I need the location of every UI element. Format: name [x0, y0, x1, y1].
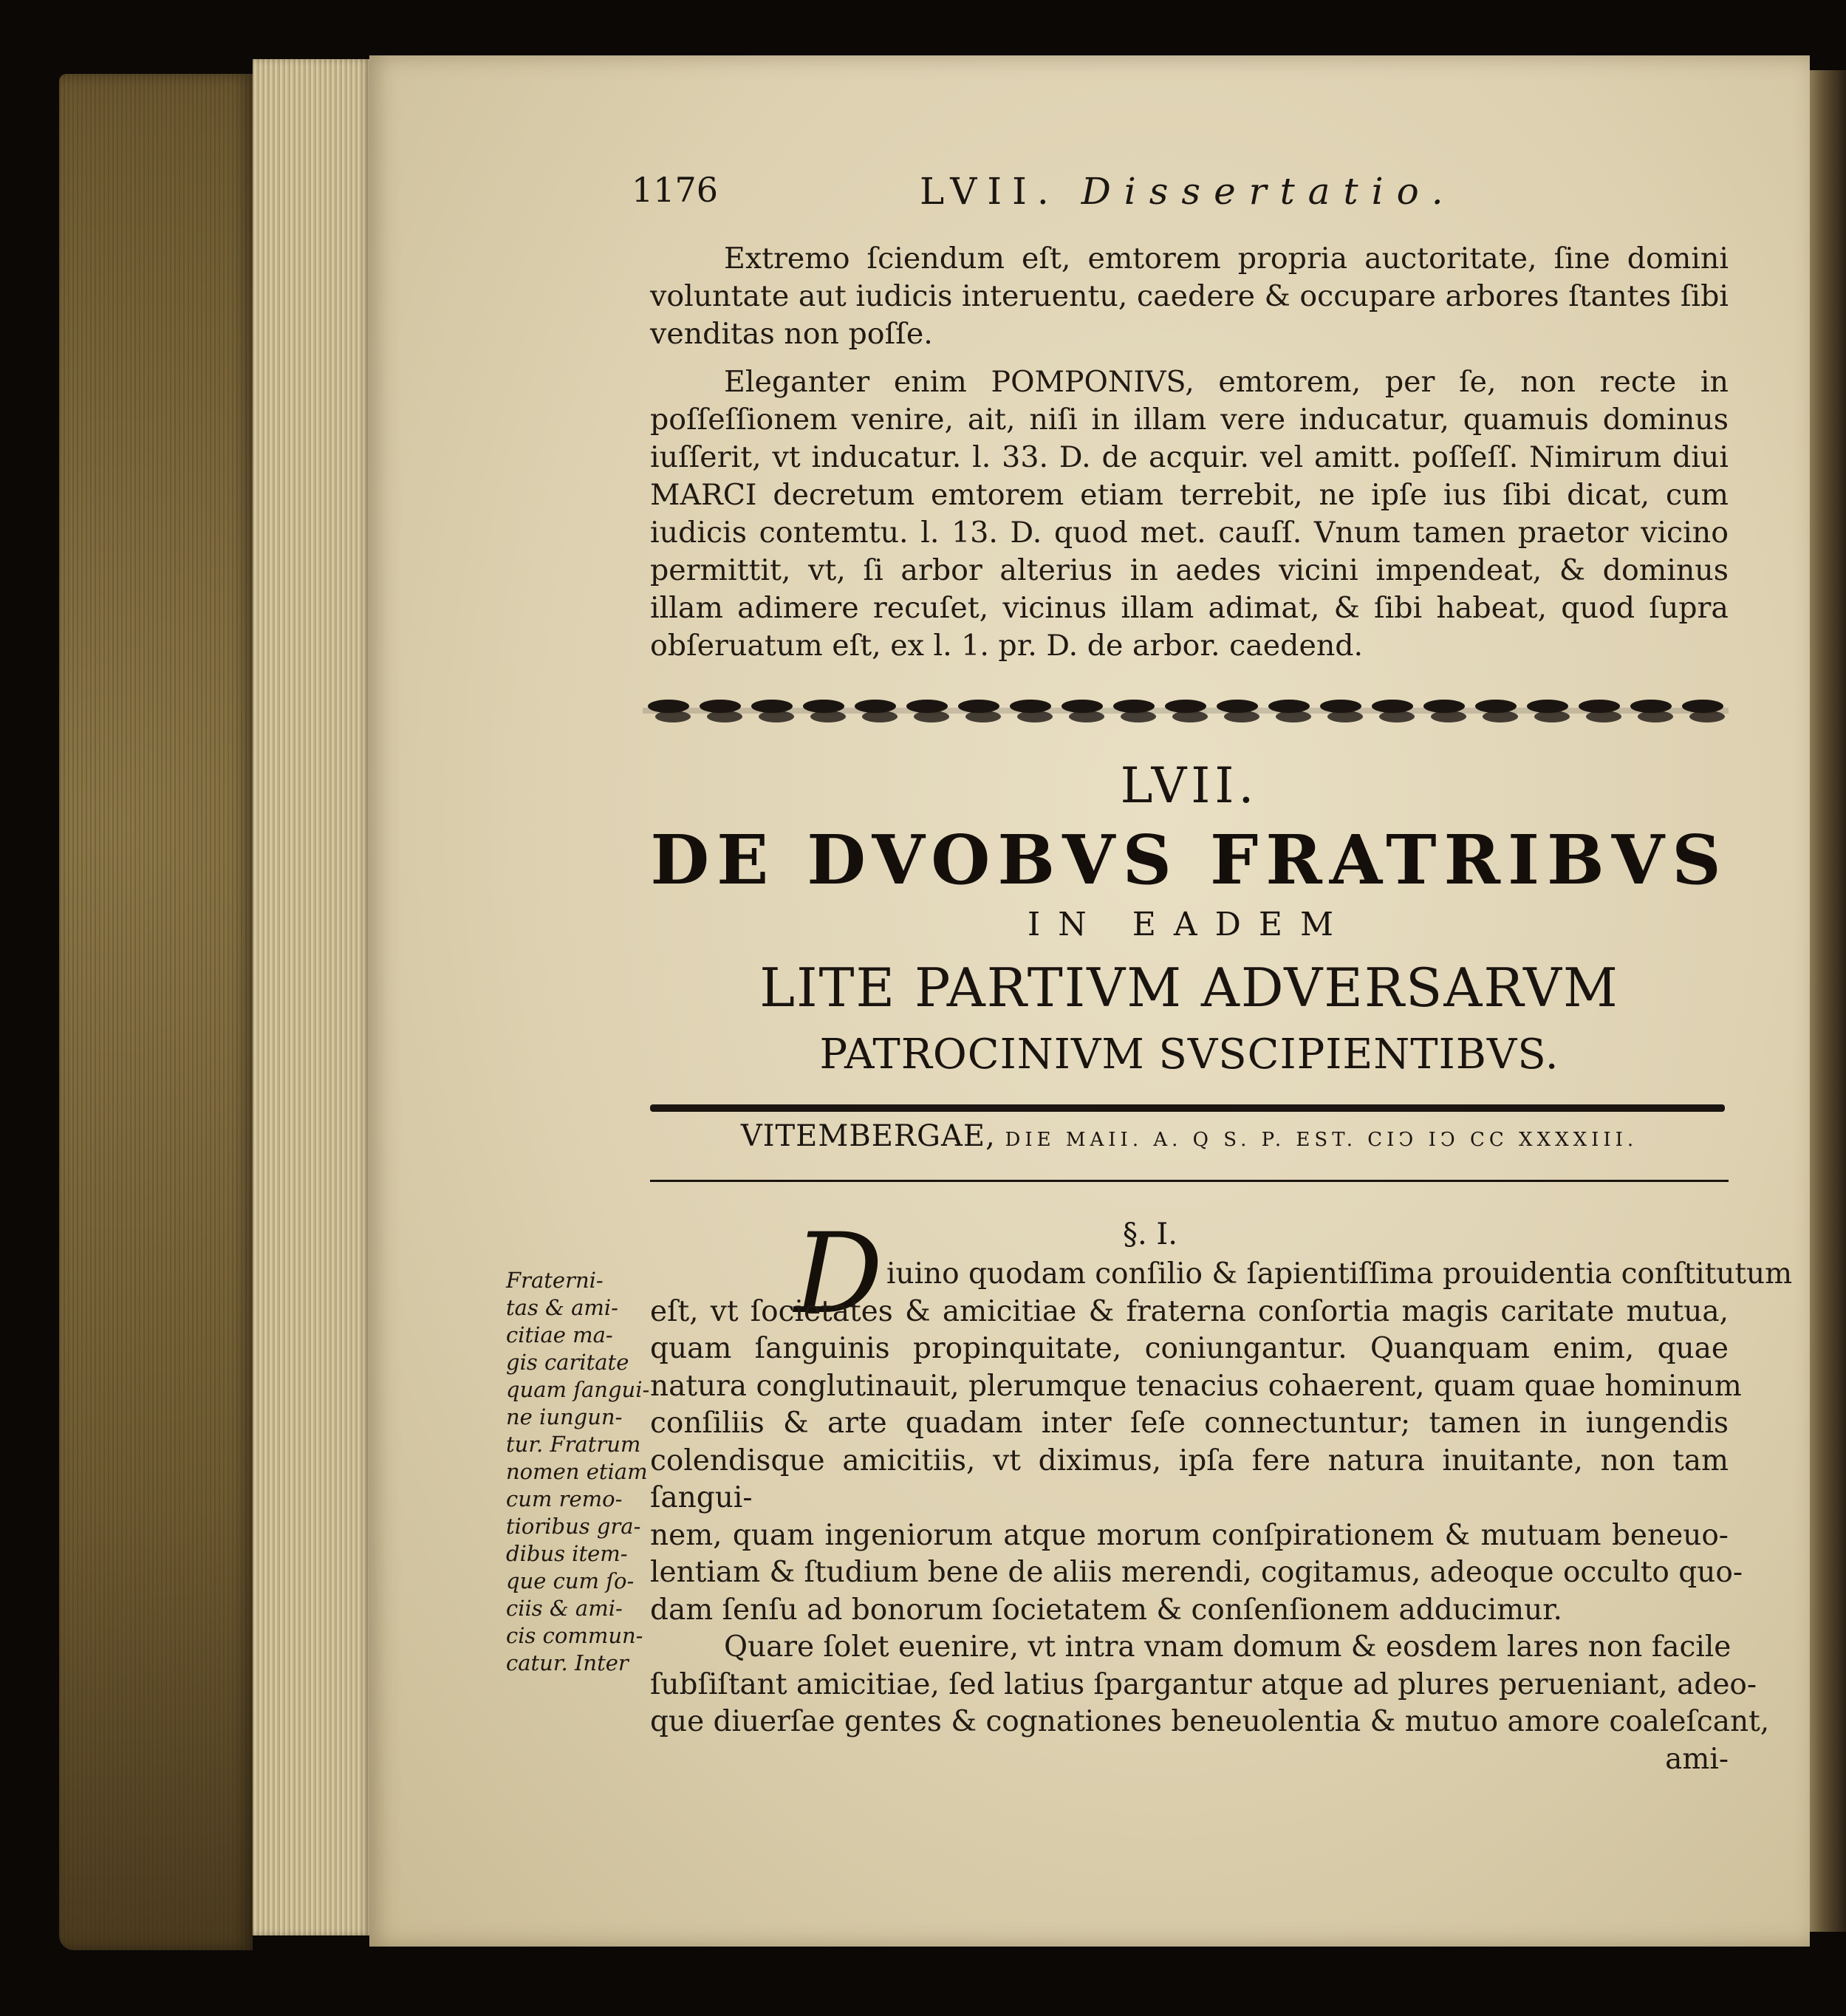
margin-line: gis caritate [506, 1350, 629, 1375]
ornament-scroll [1638, 711, 1673, 722]
page-stack [253, 59, 371, 1935]
paragraph-extremo [650, 240, 1729, 353]
paragraph-text: Eleganter enim POMPONIVS, emtorem, per ſe, non recte in poſſeſſionem venire, ait, niſi in illam vere inducatur, quamuis dominus iuſſerit, vt inducatur. l. 33. D. de acquir. vel amitt. poſſeſſ. Nimirum diui MARCI decretum emtorem etiam terrebit, ne ipſe ius ſibi dicat, cum iudicis contemtu. l. 13. D. quod met. cauſſ. Vnum tamen praetor vicino permittit, vt, ſi arbor alterius in aedes vicini impendeat, & dominus illam adimere recuſet, vicinus illam adimat, & ſibi habeat, quod ſupra obſeruatum eſt, ex l. 1. pr. D. de arbor. caedend. [650, 365, 1729, 663]
running-title [920, 170, 1457, 213]
body-line: quam ſanguinis propinquitate, coniungantur. Quanquam enim, quae [650, 1332, 1729, 1365]
body-line: conſiliis & arte quadam inter ſeſe connectuntur; tamen in iungendis colendisque amicitiis, vt diximus, ipſa fere natura inuitante, non tam ſangui- [650, 1407, 1729, 1514]
section-mark: §. I. [1123, 1217, 1177, 1251]
thin-rule [650, 1180, 1729, 1182]
ornament-scroll [1534, 711, 1570, 722]
marginal-note [506, 1267, 661, 1677]
margin-line: tioribus gra- [506, 1514, 641, 1539]
running-head [632, 170, 1732, 222]
chapter-subtitle-1: IN EADEM [1027, 906, 1352, 943]
ornament-scroll [810, 711, 846, 722]
book-fore-edge [59, 74, 253, 1950]
running-title-roman: LVII. [920, 170, 1059, 213]
body-text [650, 1256, 1793, 1778]
ornament-scroll [1327, 711, 1363, 722]
chapter-subtitle-2: LITE PARTIVM ADVERSARVM [759, 957, 1619, 1019]
ornament-scroll [655, 711, 691, 722]
body-line: dam ſenſu ad bonorum ſocietatem & conſenſionem adducimur. [650, 1593, 1562, 1627]
margin-line: quam ſangui- [506, 1377, 650, 1402]
margin-line: citiae ma- [506, 1322, 613, 1347]
body-line: eſt, vt ſocietates & amicitiae & fraterna conſortia magis caritate mutua, [650, 1294, 1729, 1328]
chapter-title: DE DVOBVS FRATRIBVS [650, 820, 1729, 900]
body-line: que diuerſae gentes & cognationes beneuolentia & mutuo amore coaleſcant, [650, 1705, 1770, 1738]
thick-rule [650, 1104, 1725, 1112]
body-line: nem, quam ingeniorum atque morum conſpirationem & mutuam beneuo- [650, 1518, 1729, 1552]
running-title-word: Dissertatio. [1081, 170, 1457, 213]
margin-line: tas & ami- [506, 1295, 618, 1320]
dateline-city: VITEMBERGAE, [740, 1119, 996, 1153]
dateline [650, 1119, 1729, 1153]
page-number: 1176 [632, 170, 719, 210]
margin-line: nomen etiam [506, 1459, 648, 1484]
paragraph-eleganter [650, 363, 1729, 665]
ornament-scroll [1379, 711, 1415, 722]
chapter-subtitle-3: PATROCINIVM SVSCIPIENTIBVS. [819, 1031, 1559, 1079]
paragraph-text: Extremo ſciendum eſt, emtorem propria auctoritate, ſine domini voluntate aut iudicis interuentu, caedere & occupare arbores ſtantes ſibi venditas non poſſe. [650, 242, 1729, 351]
ornamental-border [643, 696, 1729, 725]
margin-line: catur. Inter [506, 1650, 629, 1675]
catchword: ami- [1665, 1742, 1729, 1776]
ornament-scroll [862, 711, 898, 722]
chapter-number: LVII. [1120, 757, 1259, 814]
ornament-scroll [1017, 711, 1053, 722]
margin-line: cum remo- [506, 1486, 623, 1511]
ornament-scroll [1276, 711, 1311, 722]
ornament-scroll [759, 711, 794, 722]
body-line: Quare ſolet euenire, vt intra vnam domum & eosdem lares non facile [724, 1630, 1732, 1664]
margin-line: ne iungun- [506, 1404, 623, 1429]
drop-cap: D [794, 1210, 883, 1339]
margin-line: ciis & ami- [506, 1596, 623, 1621]
ornament-scroll [1689, 711, 1725, 722]
ornament-scroll [1586, 711, 1621, 722]
margin-line: dibus item- [506, 1541, 628, 1566]
ornament-scroll [965, 711, 1001, 722]
ornament-scroll [1224, 711, 1259, 722]
margin-line: Fraterni- [506, 1268, 604, 1293]
margin-line: que cum ſo- [506, 1568, 635, 1593]
ornament-scroll [1431, 711, 1466, 722]
ornament-scroll [1172, 711, 1208, 722]
ornament-scroll [1069, 711, 1104, 722]
body-line: natura conglutinauit, plerumque tenacius cohaerent, quam quae hominum [650, 1369, 1742, 1403]
dateline-date: DIE MAII. A. Q S. P. EST. CIↃ IↃ CC XXXXIII. [1005, 1129, 1638, 1151]
body-line: lentiam & ſtudium bene de aliis merendi, cogitamus, adeoque occulto quo- [650, 1556, 1743, 1589]
ornament-scroll [914, 711, 949, 722]
book-gutter-edge [1810, 70, 1846, 1932]
body-line: iuino quodam conſilio & ſapientiſſima prouidentia conſtitutum [886, 1257, 1793, 1291]
ornament-scroll [1121, 711, 1156, 722]
margin-line: tur. Fratrum [506, 1432, 641, 1457]
ornament-scroll [707, 711, 742, 722]
ornament-scroll [1483, 711, 1518, 722]
margin-line: cis commun- [506, 1623, 643, 1648]
body-line: ſubſiſtant amicitiae, ſed latius ſpargantur atque ad plures perueniant, adeo- [650, 1667, 1757, 1701]
